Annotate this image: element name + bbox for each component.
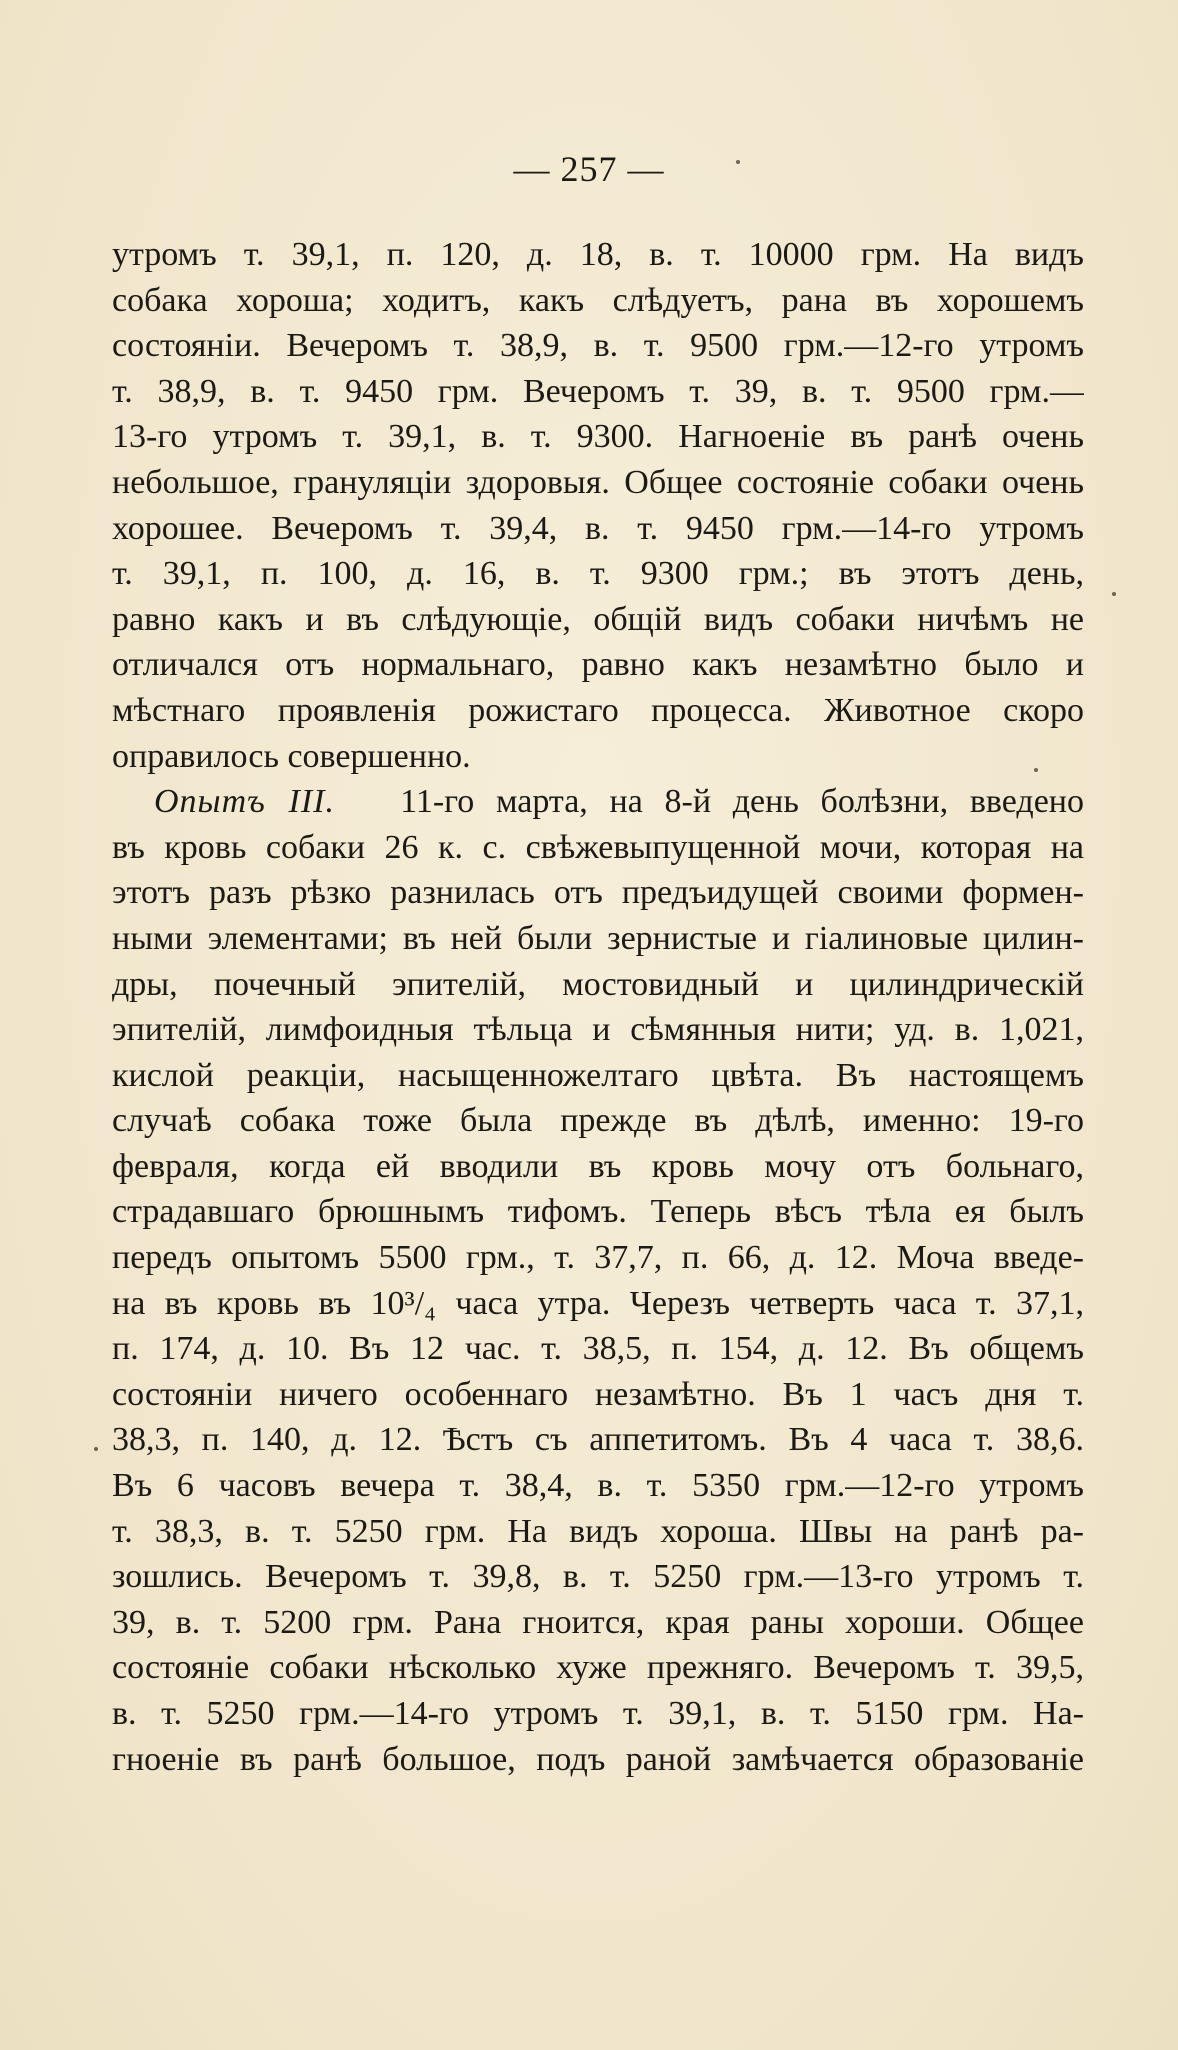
text-line: состоянiе собаки нѣсколько хуже прежняго. Вечеромъ т. 39,5, [112, 1649, 1084, 1687]
text-line: Въ 6 часовъ вечера т. 38,4, в. т. 5350 грм.—12-го утромъ [112, 1467, 1084, 1505]
text-line: дры, почечный эпителiй, мостовидный и цилиндрическiй [112, 965, 1084, 1003]
body-text [112, 232, 1084, 1782]
ink-speck [1112, 592, 1116, 596]
page-number: — 257 — [513, 149, 665, 189]
text-line: утромъ т. 39,1, п. 120, д. 18, в. т. 10000 грм. На видъ [112, 236, 1084, 273]
text-line: февраля, когда ей вводили въ кровь мочу отъ больнаго, [112, 1147, 1084, 1185]
experiment-heading: Опытъ III. [154, 783, 335, 821]
text-line: гноенiе въ ранѣ большое, подъ раной замѣчается образованiе [112, 1740, 1084, 1778]
text-line: оправилось совершенно. [112, 737, 471, 775]
text-line: 13-го утромъ т. 39,1, в. т. 9300. Нагноенiе въ ранѣ очень [112, 418, 1084, 456]
text-line: случаѣ собака тоже была прежде въ дѣлѣ, именно: 19-го [112, 1102, 1084, 1140]
text-line: собака хороша; ходитъ, какъ слѣдуетъ, рана въ хорошемъ [112, 281, 1084, 319]
text-line: состоянiи. Вечеромъ т. 38,9, в. т. 9500 грм.—12-го утромъ [112, 327, 1084, 365]
ink-speck [736, 160, 740, 164]
text-line: ными элементами; въ ней были зернистые и гiалиновые цилин- [112, 919, 1084, 957]
text-line: эпителiй, лимфоидныя тѣльца и сѣмянныя нити; уд. в. 1,021, [112, 1011, 1084, 1049]
text-line: мѣстнаго проявленiя рожистаго процесса. Животное скоро [112, 691, 1084, 729]
text-line: хорошее. Вечеромъ т. 39,4, в. т. 9450 грм.—14-го утромъ [112, 509, 1084, 547]
text-line: въ кровь собаки 26 к. с. свѣжевыпущенной мочи, которая на [112, 828, 1084, 866]
text-line: этотъ разъ рѣзко разнилась отъ предъидущей своими формен- [112, 874, 1084, 912]
text-line: п. 174, д. 10. Въ 12 час. т. 38,5, п. 154, д. 12. Въ общемъ [112, 1330, 1084, 1368]
text-line: т. 39,1, п. 100, д. 16, в. т. 9300 грм.; въ этотъ день, [112, 555, 1084, 593]
text-line: 38,3, п. 140, д. 12. Ѣстъ съ аппетитомъ. Въ 4 часа т. 38,6. [112, 1421, 1084, 1459]
text-line: на въ кровь въ 10³/₄ часа утра. Черезъ четверть часа т. 37,1, [112, 1284, 1084, 1322]
text-line: страдавшаго брюшнымъ тифомъ. Теперь вѣсъ тѣла ея былъ [112, 1193, 1084, 1231]
text-line: передъ опытомъ 5500 грм., т. 37,7, п. 66, д. 12. Моча введе- [112, 1239, 1084, 1277]
text-line: состоянiи ничего особеннаго незамѣтно. Въ 1 часъ дня т. [112, 1375, 1084, 1413]
text-line: зошлись. Вечеромъ т. 39,8, в. т. 5250 грм.—13-го утромъ т. [112, 1558, 1084, 1596]
text-line: 39, в. т. 5200 грм. Рана гноится, края раны хороши. Общее [112, 1603, 1084, 1641]
text-line: т. 38,9, в. т. 9450 грм. Вечеромъ т. 39, в. т. 9500 грм.— [112, 372, 1084, 410]
ink-speck [94, 1447, 98, 1451]
experiment-heading-line [112, 779, 1084, 825]
text-line: в. т. 5250 грм.—14-го утромъ т. 39,1, в. т. 5150 грм. На- [112, 1695, 1084, 1732]
text-line-fragment: 11-го марта, на 8-й день болѣзни, введено [400, 783, 1084, 821]
text-line: т. 38,3, в. т. 5250 грм. На видъ хороша. Швы на ранѣ ра- [112, 1512, 1084, 1550]
text-line: отличался отъ нормальнаго, равно какъ незамѣтно было и [112, 646, 1084, 684]
text-line: равно какъ и въ слѣдующiе, общiй видъ собаки ничѣмъ не [112, 600, 1084, 638]
text-line: небольшое, грануляцiи здоровыя. Общее состоянiе собаки очень [112, 463, 1084, 501]
text-line: кислой реакцiи, насыщенножелтаго цвѣта. Въ настоящемъ [112, 1056, 1084, 1094]
